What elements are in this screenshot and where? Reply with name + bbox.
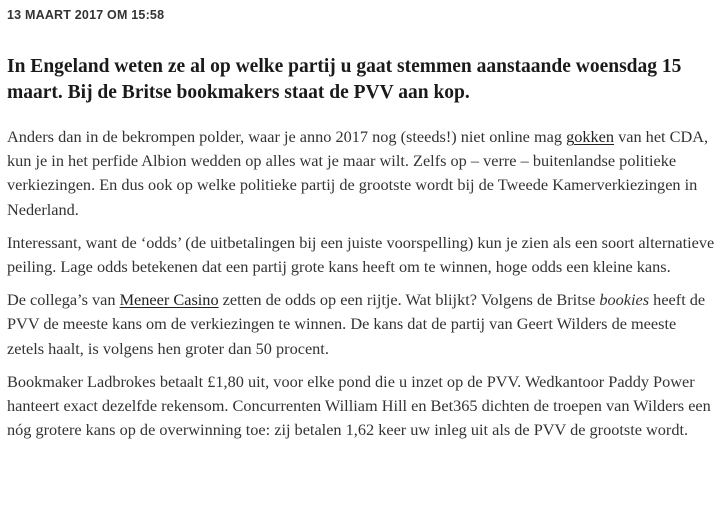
article-body bbox=[7, 125, 719, 442]
gokken-link[interactable]: gokken bbox=[566, 127, 615, 146]
paragraph-2: Interessant, want de ‘odds’ (de uitbetalingen bij een juiste voorspelling) kun je zien als een soort alternatieve peiling. Lage odds betekenen dat een partij grote kans heeft om te winnen, hoge odds een kleine kans. bbox=[7, 232, 715, 277]
publish-date: 13 MAART 2017 OM 15:58 bbox=[7, 8, 165, 22]
article-headline: In Engeland weten ze al op welke partij u gaat stemmen aanstaande woensdag 15 maart. Bij de Britse bookmakers staat de PVV aan kop. bbox=[7, 56, 682, 103]
article bbox=[7, 0, 719, 451]
paragraph-4: Bookmaker Ladbrokes betaalt £1,80 uit, voor elke pond die u inzet op de PVV. Wedkantoor Paddy Power hanteert exact dezelfde rekensom. Concurrenten William Hill en Bet365 dichten de troepen van Wilders een nóg grotere kans op de overwinning toe: zij betalen 1,62 keer uw inleg uit als de PVV de grootste wordt. bbox=[7, 371, 711, 440]
bookies-italic: bookies bbox=[599, 290, 650, 310]
meneer-casino-link[interactable]: Meneer Casino bbox=[119, 290, 219, 310]
paragraph-3-text-middle: zetten de odds op een rijtje. Wat blijkt? Volgens de Britse bbox=[218, 290, 600, 310]
paragraph-1-text-end: van het CDA, kun je in het perfide Albion wedden op alles wat je maar wilt. Zelfs op – verre – buitenlandse politieke verkiezingen. En dus ook op welke politieke partij de grootste wordt bij de Tweede Kamerverkiezingen in Nederland. bbox=[7, 127, 709, 219]
paragraph-3 bbox=[7, 288, 715, 361]
paragraph-3-text-end: heeft de PVV de meeste kans om de verkiezingen te winnen. De kans dat de partij van Geert Wilders de meeste zetels haalt, is volgens hen groter dan 50 procent. bbox=[7, 290, 706, 358]
paragraph-1-text-start: Anders dan in de bekrompen polder, waar je anno 2017 nog (steeds!) niet online mag bbox=[7, 127, 567, 146]
paragraph-3-text-start: De collega’s van bbox=[7, 290, 120, 310]
paragraph-1 bbox=[7, 125, 715, 222]
